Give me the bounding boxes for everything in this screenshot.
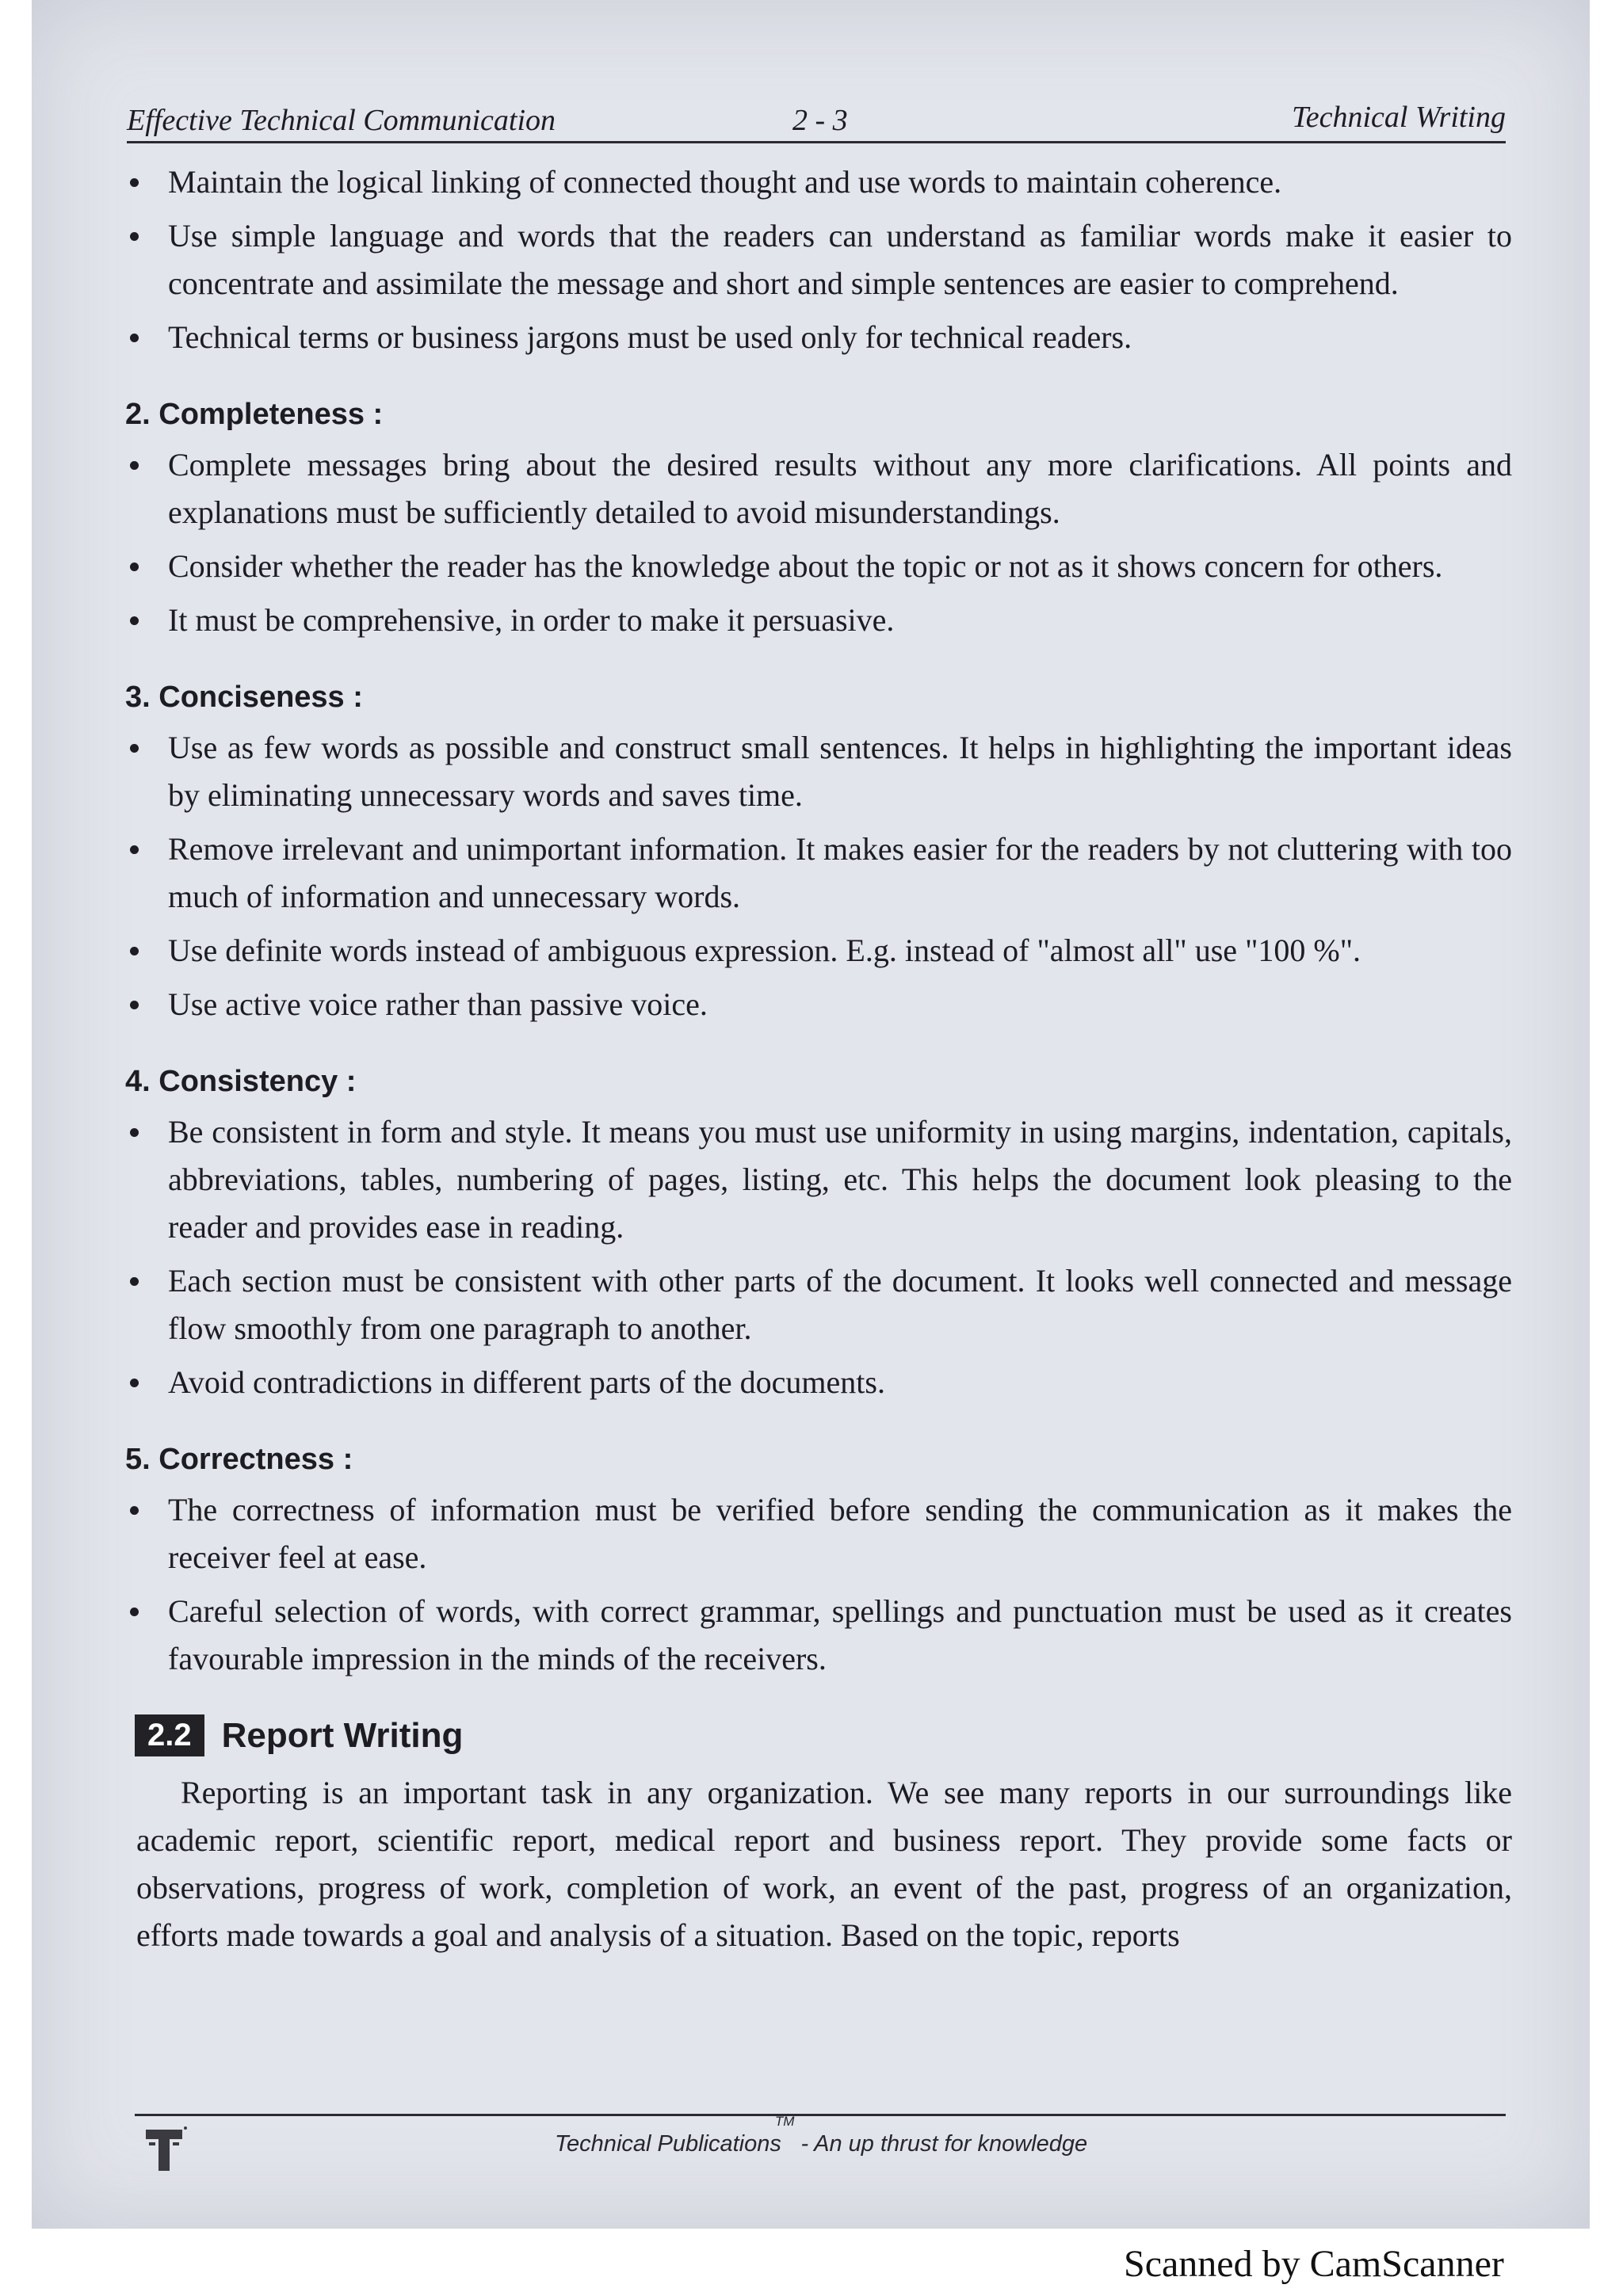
bullet-icon [130, 1277, 139, 1286]
bullet-icon [130, 178, 139, 187]
list-item: Technical terms or business jargons must be used only for technical readers. [125, 314, 1512, 361]
section-heading-completeness: 2. Completeness : [125, 398, 384, 431]
list-item: Use as few words as possible and construct small sentences. It helps in highlighting the important ideas by eliminating unnecessary words and saves time. [125, 724, 1512, 819]
report-writing-paragraph: Reporting is an important task in any organization. We see many reports in our surroundings like academic report, scientific report, medical report and business report. They provide some facts or observations, progress of work, completion of work, an event of the past, progress of an organization, efforts made towards a goal and analysis of a situation. Based on the topic, reports [136, 1775, 1512, 1953]
bullet-icon [130, 947, 139, 955]
list-item: Use definite words instead of ambiguous expression. E.g. instead of "almost all" use "100 %". [125, 927, 1512, 974]
bullet-icon [130, 845, 139, 854]
header-page-number: 2 - 3 [792, 104, 848, 137]
bullet-icon [130, 334, 139, 342]
section-number-badge: 2.2 [135, 1714, 204, 1756]
publisher-logo-icon [143, 2123, 190, 2179]
trademark-mark: TM [774, 2114, 795, 2129]
footer-divider [135, 2114, 1506, 2116]
list-item: Use simple language and words that the readers can understand as familiar words make it easier to concentrate and assimilate the message and short and simple sentences are easier to comprehend. [125, 212, 1512, 307]
list-item: Complete messages bring about the desired results without any more clarifications. All points and explanations must be sufficiently detailed to avoid misunderstandings. [125, 441, 1512, 536]
page-content [125, 158, 1512, 1959]
bullet-icon [130, 1608, 139, 1616]
footer-publisher-line [555, 2114, 1088, 2157]
list-item: Maintain the logical linking of connected thought and use words to maintain coherence. [125, 158, 1512, 206]
list-item: Remove irrelevant and unimportant information. It makes easier for the readers by not cluttering with too much of information and unnecessary words. [125, 826, 1512, 921]
correctness-bullet-list [125, 1486, 1512, 1683]
publisher-tagline: - An up thrust for knowledge [794, 2131, 1088, 2157]
list-item: Careful selection of words, with correct grammar, spellings and punctuation must be used as it creates favourable impression in the minds of the receivers. [125, 1588, 1512, 1683]
bullet-icon [130, 1128, 139, 1137]
header-chapter-title: Technical Writing [1292, 101, 1506, 134]
bullet-icon [130, 232, 139, 241]
list-item: Be consistent in form and style. It means you must use uniformity in using margins, indentation, capitals, abbreviations, tables, numbering of pages, listing, etc. This helps the document look pleasing to the reader and provides ease in reading. [125, 1108, 1512, 1251]
report-writing-heading [135, 1714, 1512, 1756]
consistency-bullet-list [125, 1108, 1512, 1406]
list-item: It must be comprehensive, in order to make it persuasive. [125, 597, 1512, 644]
list-item: The correctness of information must be verified before sending the communication as it makes the receiver feel at ease. [125, 1486, 1512, 1581]
bullet-icon [130, 1506, 139, 1515]
list-item: Avoid contradictions in different parts of the documents. [125, 1359, 1512, 1406]
scanned-page [32, 0, 1590, 2229]
section-heading-conciseness: 3. Conciseness : [125, 681, 363, 714]
list-item: Consider whether the reader has the knowledge about the topic or not as it shows concern for others. [125, 543, 1512, 590]
scanner-watermark: Scanned by CamScanner [1124, 2243, 1504, 2285]
bullet-icon [130, 461, 139, 470]
publisher-name: Technical Publications [555, 2131, 781, 2157]
conciseness-bullet-list [125, 724, 1512, 1028]
intro-bullet-list [125, 158, 1512, 361]
section-title: Report Writing [221, 1715, 464, 1755]
section-heading-correctness: 5. Correctness : [125, 1443, 353, 1476]
bullet-icon [130, 1001, 139, 1009]
bullet-icon [130, 616, 139, 625]
bullet-icon [130, 744, 139, 753]
completeness-bullet-list [125, 441, 1512, 644]
bullet-icon [130, 563, 139, 571]
header-book-title: Effective Technical Communication [127, 104, 556, 137]
list-item: Each section must be consistent with other parts of the document. It looks well connected and message flow smoothly from one paragraph to another. [125, 1257, 1512, 1352]
running-header [127, 101, 1506, 143]
list-item: Use active voice rather than passive voice. [125, 981, 1512, 1028]
section-heading-consistency: 4. Consistency : [125, 1065, 357, 1098]
bullet-icon [130, 1379, 139, 1387]
